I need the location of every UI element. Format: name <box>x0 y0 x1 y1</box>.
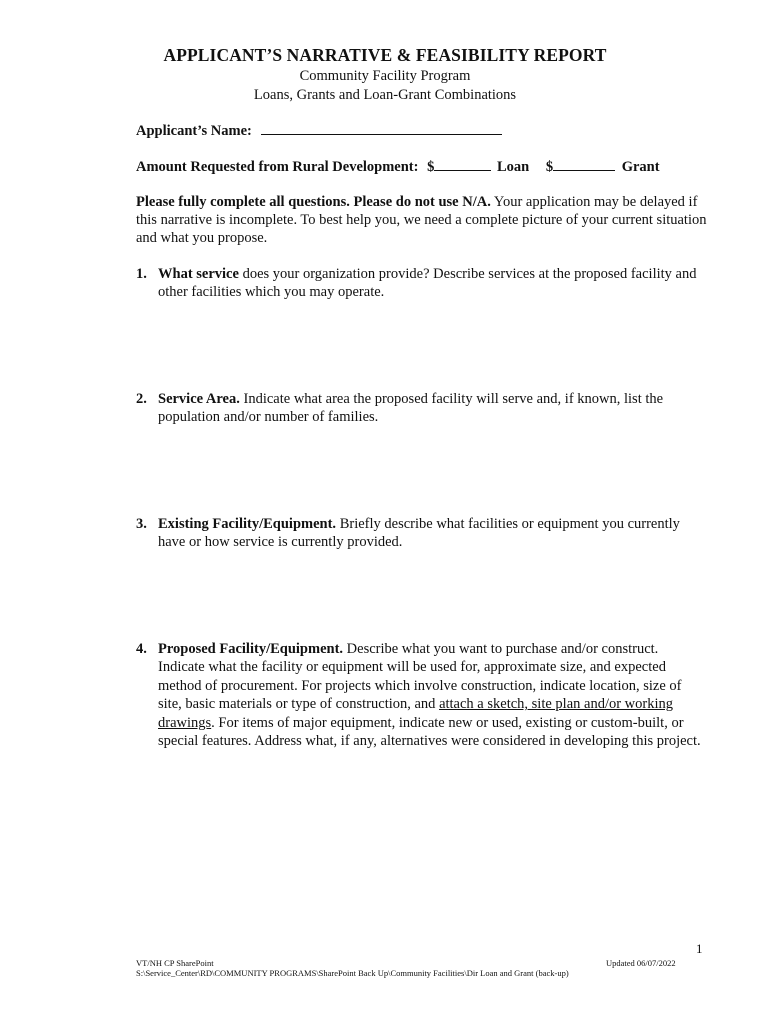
question-heading: Proposed Facility/Equipment. <box>158 641 344 657</box>
applicant-name-label: Applicant’s Name: <box>136 123 252 139</box>
question-heading: Existing Facility/Equipment. <box>158 516 337 532</box>
loan-dollar-sign: $ <box>427 159 435 175</box>
question-4 <box>136 640 706 750</box>
instructions-bold-text: Please fully complete all questions. Please do not use N/A. <box>136 194 491 210</box>
question-number: 4. <box>136 641 147 657</box>
footer-source: VT/NH CP SharePoint <box>136 958 214 968</box>
question-text-continued: . For items of major equipment, indicate new or used, existing or custom-built, or special features. Address what, if any, alternatives were considered in developing this project. <box>158 714 701 750</box>
funding-types-subtitle: Loans, Grants and Loan-Grant Combinations <box>253 87 517 103</box>
question-number: 3. <box>136 516 147 532</box>
question-text: Briefly describe what facilities or equipment you currently have or how service is currently provided. <box>158 516 680 551</box>
page-number: 1 <box>696 941 703 956</box>
program-subtitle: Community Facility Program <box>299 68 471 84</box>
amount-requested-label: Amount Requested from Rural Development: <box>136 159 419 175</box>
question-2 <box>136 390 706 427</box>
loan-amount-field[interactable] <box>434 157 491 171</box>
question-text: Indicate what area the proposed facility will serve and, if known, list the population and/or number of families. <box>158 391 664 426</box>
grant-amount-field[interactable] <box>553 157 615 171</box>
applicant-name-row <box>136 121 502 140</box>
question-heading: What service <box>158 266 239 282</box>
question-number: 2. <box>136 391 147 407</box>
question-3 <box>136 515 706 552</box>
applicant-name-field[interactable] <box>261 121 502 135</box>
question-number: 1. <box>136 266 147 282</box>
loan-label: Loan <box>496 159 530 175</box>
document-title: APPLICANT’S NARRATIVE & FEASIBILITY REPORT <box>163 45 607 65</box>
grant-label: Grant <box>621 159 660 175</box>
question-heading: Service Area. <box>158 391 240 407</box>
attachment-instruction: attach a sketch, site plan and/or working drawings <box>158 696 674 731</box>
instructions-paragraph <box>136 193 716 247</box>
instructions-text: Your application may be delayed if this narrative is incomplete. To best help you, we need a complete picture of your current situation and what you propose. <box>136 194 707 246</box>
question-text: does your organization provide? Describe services at the proposed facility and other facilities which you may operate. <box>158 266 697 301</box>
footer-file-path: S:\Service_Center\RD\COMMUNITY PROGRAMS\SharePoint Back Up\Community Facilities\Dir Loan and Grant (back-up) <box>136 968 569 978</box>
question-text: Describe what you want to purchase and/or construct. Indicate what the facility or equipment will be used for, approximate size, and expected method of procurement. For projects which involve construction, indicate location, size of site, basic materials or type of construction, and <box>158 641 682 713</box>
grant-dollar-sign: $ <box>545 159 554 175</box>
amount-requested-row <box>136 157 660 176</box>
footer-updated-date: Updated 06/07/2022 <box>606 958 676 968</box>
question-1 <box>136 265 706 302</box>
